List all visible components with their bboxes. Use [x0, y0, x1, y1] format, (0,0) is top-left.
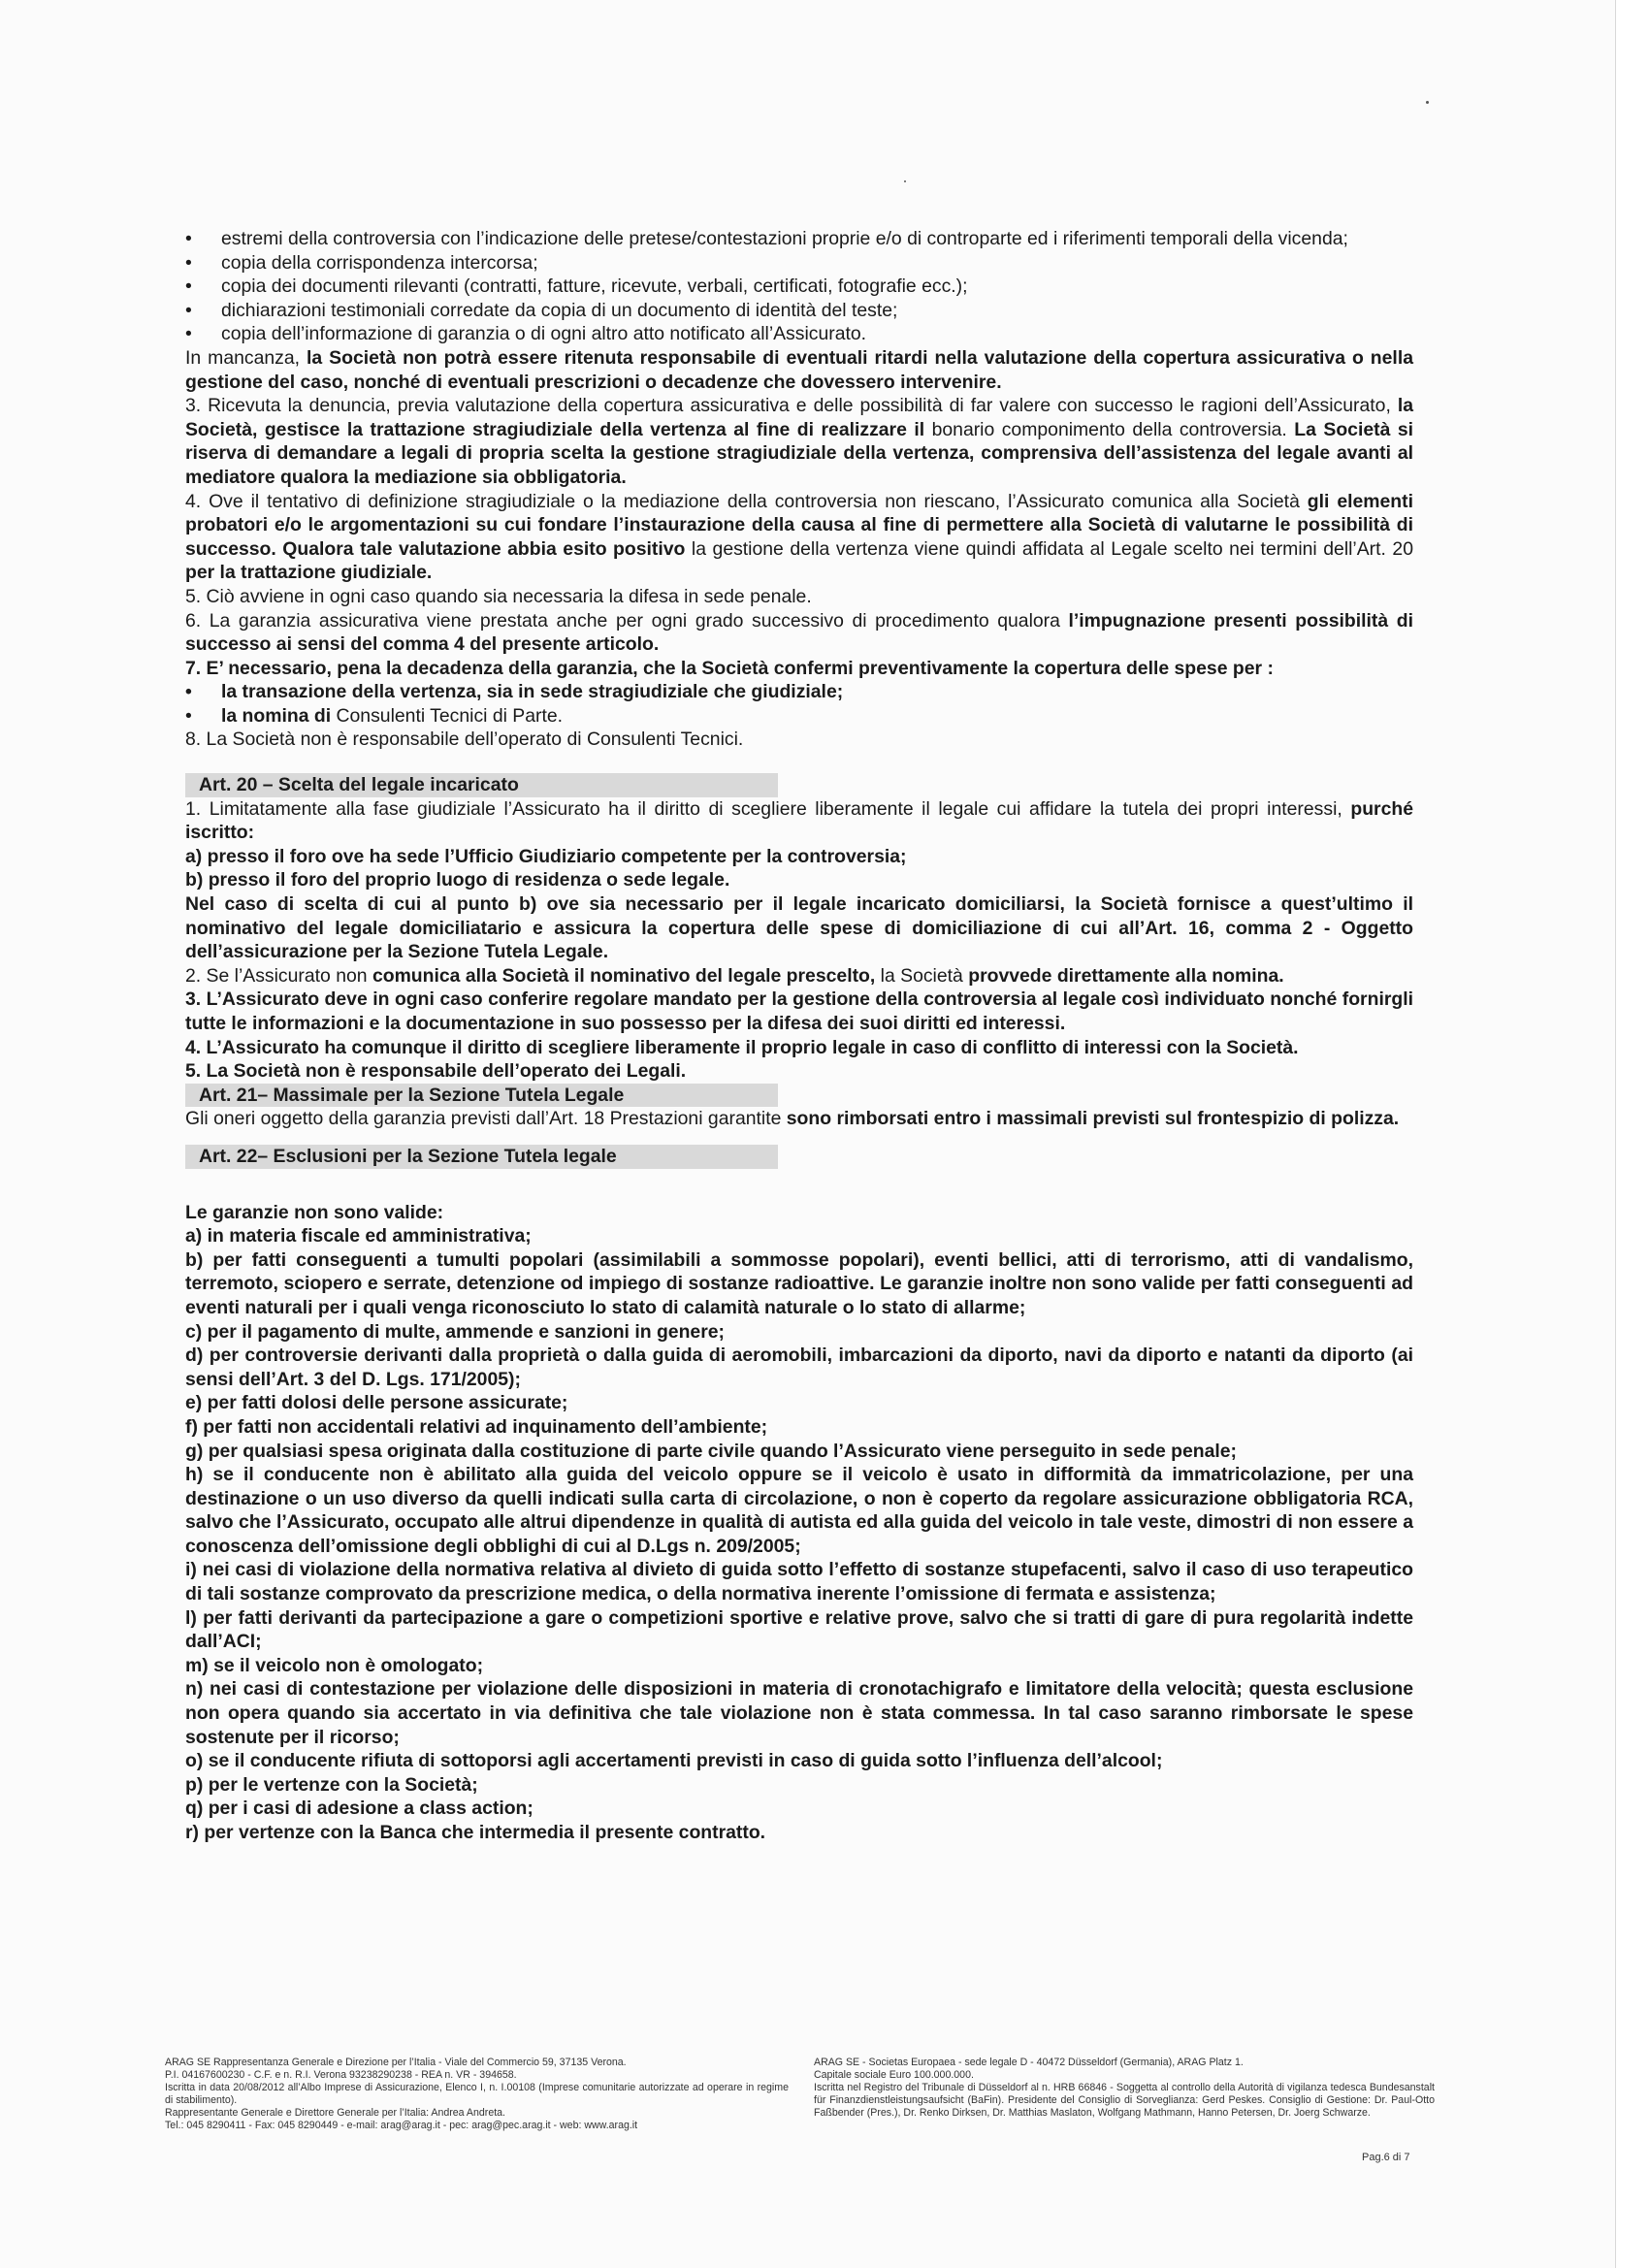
section-heading-art22: Art. 22– Esclusioni per la Sezione Tutela legale [185, 1145, 778, 1169]
list-item: n) nei casi di contestazione per violazione delle disposizioni in materia di cronotachigrafo e limitatore della velocità; questa esclusione non opera quando sia accertato in via definitiva che tale violazione non è stata commessa. In tal caso saranno rimborsate le spese sostenute per il ricorso; [185, 1678, 1413, 1748]
list-item: • copia dei documenti rilevanti (contratti, fatture, ricevute, verbali, certificati, fotografie ecc.); [185, 275, 1413, 299]
text-run: In mancanza, [185, 346, 307, 369]
footer-line: Iscritta in data 20/08/2012 all’Albo Imprese di Assicurazione, Elenco I, n. I.00108 (Imprese comunitarie autorizzate ad operare in regime di stabilimento). [165, 2082, 789, 2106]
list-item: h) se il conducente non è abilitato alla guida del veicolo oppure se il veicolo è usato in difformità da immatricolazione, per una destinazione o un uso diverso da quelli indicati sulla carta di circolazione, o non è coperto da regolare assicurazione obbligatoria RCA, salvo che l’Assicurato, occupato alle altrui dipendenze in qualità di autista ed alla guida del veicolo in tale veste, dimostri di non essere a conoscenza dell’omissione degli obblighi di cui al D.Lgs n. 209/2005; [185, 1464, 1413, 1557]
text-run: 4. Ove il tentativo di definizione stragiudiziale o la mediazione della controversia non riescano, l’Assicurato comunica alla Società [185, 490, 1308, 512]
scan-speck [904, 180, 906, 182]
document-body [185, 227, 1413, 1845]
list-item: c) per il pagamento di multe, ammende e sanzioni in genere; [185, 1320, 725, 1343]
text-run-bold: la Società, gestisce la trattazione stragiudiziale della vertenza al fine di realizzare il [185, 395, 1413, 440]
list-item: o) se il conducente rifiuta di sottoporsi agli accertamenti previsti in caso di guida sotto l’influenza dell’alcool; [185, 1750, 1163, 1772]
paragraph-art20-a: a) presso il foro ove ha sede l’Ufficio Giudiziario competente per la controversia; [185, 845, 907, 867]
paragraph-4 [185, 490, 1413, 585]
section-heading-art21: Art. 21– Massimale per la Sezione Tutela Legale [185, 1084, 778, 1108]
paragraph-art20-3: 3. L’Assicurato deve in ogni caso conferire regolare mandato per la gestione della controversia al legale così individuato nonché fornirgli tutte le informazioni e la documentazione in suo possesso per la difesa dei suoi diritti ed interessi. [185, 988, 1413, 1034]
paragraph-art21 [185, 1107, 1413, 1131]
footer-line: ARAG SE Rappresentanza Generale e Direzione per l’Italia - Viale del Commercio 59, 37135 Verona. [165, 2057, 627, 2068]
text-run: 1. Limitatamente alla fase giudiziale l’Assicurato ha il diritto di scegliere liberamente il legale cui affidare la tutela dei propri interessi, [185, 797, 1351, 820]
paragraph-art20-5: 5. La Società non è responsabile dell’operato dei Legali. [185, 1060, 687, 1083]
list-item: f) per fatti non accidentali relativi ad inquinamento dell’ambiente; [185, 1415, 768, 1438]
page-number: Pag.6 di 7 [1362, 2152, 1410, 2163]
section-heading-art20: Art. 20 – Scelta del legale incaricato [185, 773, 778, 797]
footer-line: Capitale sociale Euro 100.000.000. [814, 2069, 974, 2081]
list-item: l) per fatti derivanti da partecipazione a gare o competizioni sportive e relative prove, salvo che si tratti di gare di pura regolarità indette dall’ACI; [185, 1606, 1413, 1653]
paragraph-8: 8. La Società non è responsabile dell’operato di Consulenti Tecnici. [185, 729, 744, 751]
paragraph-art20-2 [185, 964, 1413, 988]
list-item: r) per vertenze con la Banca che intermedia il presente contratto. [185, 1822, 766, 1843]
text-run: 6. La garanzia assicurativa viene prestata anche per ogni grado successivo di procedimento qualora [185, 609, 1069, 632]
text-run: Consulenti Tecnici di Parte. [331, 704, 564, 727]
list-item: • copia della corrispondenza intercorsa; [185, 251, 1413, 275]
footer-line: P.I. 04167600230 - C.F. e n. R.I. Verona 93238290238 - REA n. VR - 394658. [165, 2069, 517, 2081]
text-run-bold: La Società si riserva di demandare a legali di propria scelta la gestione stragiudiziale della vertenza, comprensiva dell’assistenza del legale avanti al mediatore qualora la mediazione sia obbligatoria. [185, 418, 1413, 488]
paragraph-art20-b: b) presso il foro del proprio luogo di residenza o sede legale. [185, 869, 730, 891]
footer-line: Rappresentante Generale e Direttore Generale per l’Italia: Andrea Andreta. [165, 2107, 505, 2119]
text-run-bold: la nomina di [221, 704, 332, 727]
footer-company-germany [814, 2057, 1435, 2120]
footer-company-italy [165, 2057, 789, 2132]
text-run-bold: per la trattazione giudiziale. [185, 562, 433, 584]
text-run: 3. Ricevuta la denuncia, previa valutazione della copertura assicurativa e delle possibilità di far valere con successo le ragioni dell’Assicurato, [185, 395, 1398, 417]
list-item: • estremi della controversia con l’indicazione delle pretese/contestazioni proprie e/o di controparte ed i riferimenti temporali della vicenda; [185, 227, 1413, 251]
paragraph-art22-intro: Le garanzie non sono valide: [185, 1201, 444, 1223]
paragraph-5: 5. Ciò avviene in ogni caso quando sia necessaria la difesa in sede penale. [185, 585, 812, 607]
text-run-bold: purché iscritto: [185, 797, 1413, 844]
footer-line: Iscritta nel Registro del Tribunale di Düsseldorf al n. HRB 66846 - Soggetta al controllo della Autorità di vigilanza tedesca Bundesanstalt für Finanzdienstleistungsaufsicht (BaFin). Presidente del Consiglio di Sorveglianza: Gerd Peskes. Consiglio di Gestione: Dr. Paul-Otto Faßbender (Pres.), Dr. Renko Dirksen, Dr. Matthias Maslaton, Wolfgang Mathmann, Hanno Petersen, Dr. Joerg Schwarze. [814, 2082, 1435, 2119]
paragraph-art20-4: 4. L’Assicurato ha comunque il diritto di scegliere liberamente il proprio legale in caso di conflitto di interessi con la Società. [185, 1036, 1299, 1058]
text-run: 2. Se l’Assicurato non [185, 964, 372, 987]
text-run-bold: provvede direttamente alla nomina. [968, 964, 1284, 987]
scan-speck [1426, 101, 1429, 104]
list-item: a) in materia fiscale ed amministrativa; [185, 1225, 532, 1247]
list-item: m) se il veicolo non è omologato; [185, 1654, 484, 1676]
paragraph-mancanza [185, 346, 1413, 394]
text-run-bold: la Società non potrà essere ritenuta responsabile di eventuali ritardi nella valutazione della copertura assicurativa o nella gestione del caso, nonché di eventuali prescrizioni o decadenze che dovessero intervenire. [185, 346, 1413, 393]
text-run-bold: gli elementi probatori e/o le argomentazioni su cui fondare l’instaurazione della causa al fine di permettere alla Società di valutarne le possibilità di successo. Qualora tale valutazione abbia esito positivo [185, 490, 1413, 560]
list-item: p) per le vertenze con la Società; [185, 1773, 478, 1796]
paragraph-6 [185, 609, 1413, 657]
document-list [185, 227, 1413, 346]
text-run-bold: sono rimborsati entro i massimali previsti sul frontespizio di polizza. [786, 1108, 1400, 1130]
list-item: i) nei casi di violazione della normativa relativa al divieto di guida sotto l’effetto di sostanze stupefacenti, salvo il caso di uso terapeutico di tali sostanze comprovato da prescrizione medica, o della normativa inerente l’omissione di fermata e assistenza; [185, 1559, 1413, 1605]
footer-line: Tel.: 045 8290411 - Fax: 045 8290449 - e-mail: arag@arag.it - pec: arag@pec.arag.it - web: www.arag.it [165, 2120, 638, 2131]
list-item: d) per controversie derivanti dalla proprietà o dalla guida di aeromobili, imbarcazioni da diporto, navi da diporto e natanti da diporto (ai sensi dell’Art. 3 del D. Lgs. 171/2005); [185, 1345, 1413, 1390]
text-run-bold: l’impugnazione presenti possibilità di successo ai sensi del comma 4 del presente articolo. [185, 609, 1413, 656]
list-item: • la transazione della vertenza, sia in sede stragiudiziale che giudiziale; [185, 680, 1413, 704]
footer-line: ARAG SE - Societas Europaea - sede legale D - 40472 Düsseldorf (Germania), ARAG Platz 1. [814, 2057, 1244, 2068]
paragraph-art20-c: Nel caso di scelta di cui al punto b) ove sia necessario per il legale incaricato domiciliarsi, la Società fornisce a quest’ultimo il nominativo del legale domiciliatario e assicura la copertura delle spese di domiciliazione di cui all’Art. 16, comma 2 - Oggetto dell’assicurazione per la Sezione Tutela Legale. [185, 893, 1413, 963]
text-run-bold: comunica alla Società il nominativo del legale prescelto, [372, 964, 876, 987]
text-run: la Società [875, 964, 969, 987]
list-item [185, 704, 1413, 729]
list-item: q) per i casi di adesione a class action; [185, 1798, 534, 1820]
list-item: • copia dell’informazione di garanzia o di ogni altro atto notificato all’Assicurato. [185, 322, 1413, 346]
list-item: • dichiarazioni testimoniali corredate da copia di un documento di identità del teste; [185, 299, 1413, 323]
paragraph-7: 7. E’ necessario, pena la decadenza della garanzia, che la Società confermi preventivamente la copertura delle spese per : [185, 657, 1274, 679]
list-item: g) per qualsiasi spesa originata dalla costituzione di parte civile quando l’Assicurato viene perseguito in sede penale; [185, 1440, 1238, 1462]
text-run: la gestione della vertenza viene quindi affidata al Legale scelto nei termini dell’Art. 20 [685, 537, 1413, 560]
list-item: b) per fatti conseguenti a tumulti popolari (assimilabili a sommosse popolari), eventi bellici, atti di terrorismo, atti di vandalismo, terremoto, sciopero e serrate, detenzione od impiego di sostanze radioattive. Le garanzie inoltre non sono valide per fatti conseguenti ad eventi naturali per i quali venga riconosciuto lo stato di calamità naturale o lo stato di allarme; [185, 1248, 1413, 1318]
paragraph-3 [185, 394, 1413, 489]
paragraph-7-list [185, 680, 1413, 728]
paragraph-art20-1 [185, 797, 1413, 845]
text-run: Gli oneri oggetto della garanzia previsti dall’Art. 18 Prestazioni garantite [185, 1108, 787, 1130]
text-run: bonario componimento della controversia. [924, 418, 1295, 440]
list-item: e) per fatti dolosi delle persone assicurate; [185, 1392, 568, 1414]
